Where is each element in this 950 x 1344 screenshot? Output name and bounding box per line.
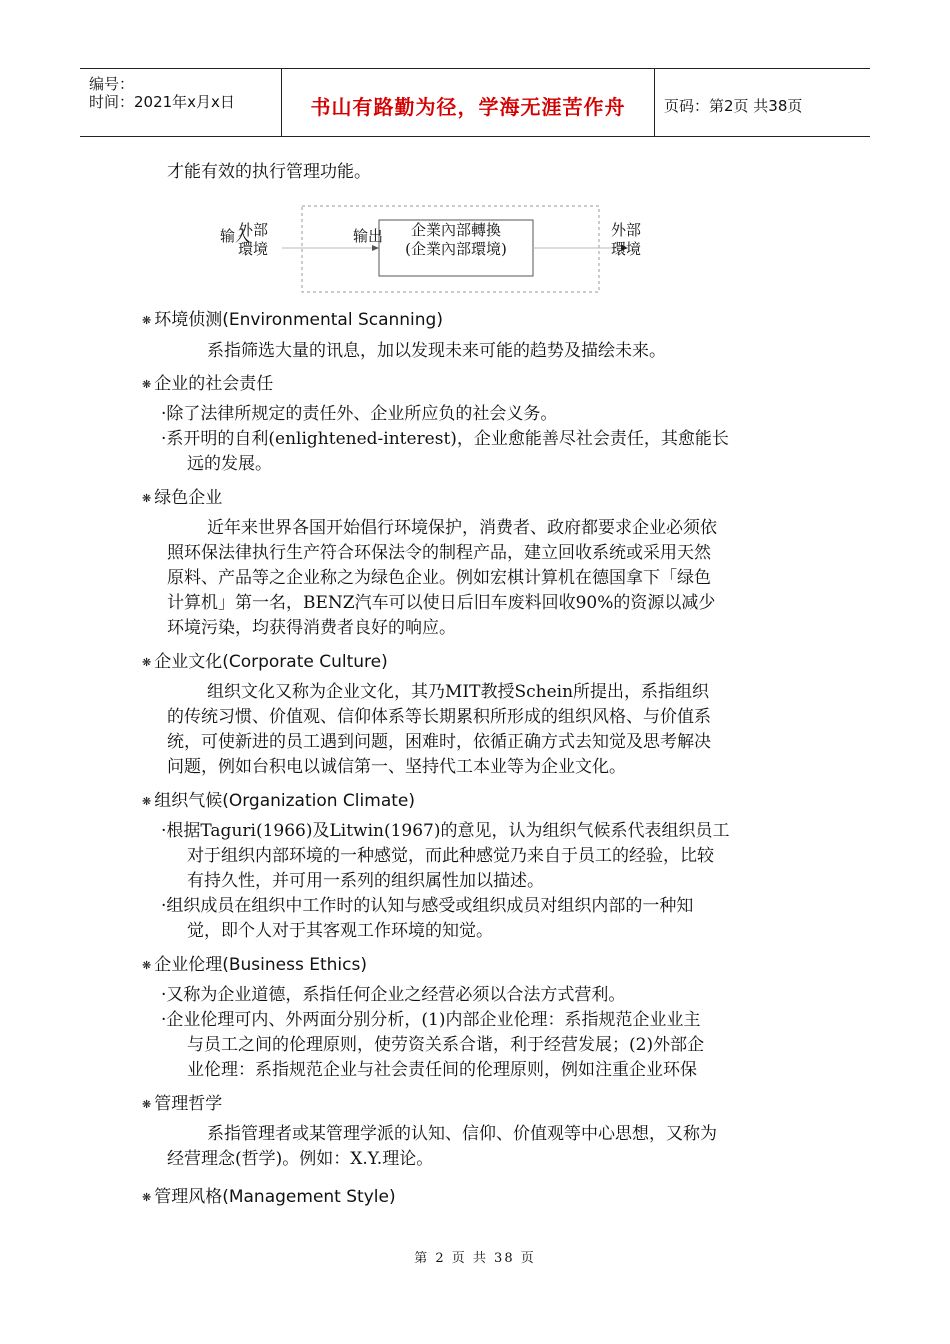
diagram-input-label: 输入 xyxy=(220,227,251,245)
body-line: 问题，例如台积电以诚信第一、坚持代工本业等为企业文化。 xyxy=(167,757,626,777)
section-title xyxy=(142,789,792,814)
header-page-info: 页码：第2页 共38页 xyxy=(664,97,803,115)
header-page-cell xyxy=(655,69,870,136)
header-motto: 书山有路勤为径，学海无涯苦作舟 xyxy=(310,95,626,119)
bullet-line: ·组织成员在组织中工作时的认知与感受或组织成员对组织内部的一种知 xyxy=(161,896,694,916)
section-title-text: 企业文化(Corporate Culture) xyxy=(154,652,388,672)
section-mark-icon: ❋ xyxy=(142,795,152,808)
body-line: 计算机」第一名，BENZ汽车可以使日后旧车废料回收90%的资源以减少 xyxy=(167,593,716,613)
header-meta-cell xyxy=(80,69,282,136)
bullet-continuation: 觉，即个人对于其客观工作环境的知觉。 xyxy=(187,921,493,941)
bullet-continuation: 与员工之间的伦理原则，使劳资关系合谐，利于经营发展；(2)外部企 xyxy=(187,1035,705,1055)
diagram-right-box xyxy=(609,221,643,259)
bullet-continuation: 对于组织内部环境的一种感觉，而此种感觉乃来自于员工的经验，比较 xyxy=(187,846,714,866)
diagram-left-box xyxy=(237,221,269,259)
bullet-line: ·除了法律所规定的责任外、企业所应负的社会义务。 xyxy=(161,404,558,424)
diagram-left-line2: 環境 xyxy=(237,240,268,258)
bullet-line: ·系开明的自利(enlightened-interest)，企业愈能善尽社会责任，其愈能长 xyxy=(161,429,729,449)
page-footer: 第 2 页 共 38 页 xyxy=(414,1251,536,1266)
section-title-text: 企业的社会责任 xyxy=(154,374,274,394)
section-title-text: 管理哲学 xyxy=(154,1094,223,1114)
section-title-text: 管理风格(Management Style) xyxy=(154,1187,396,1207)
environment-diagram xyxy=(210,200,641,300)
bullet-line: ·又称为企业道德，系指任何企业之经营必须以合法方式营利。 xyxy=(161,985,626,1005)
body-line: 统，可使新进的员工遇到问题，困难时，依循正确方式去知觉及思考解决 xyxy=(167,732,711,752)
body-line: 环境污染，均获得消费者良好的响应。 xyxy=(167,618,456,638)
body-line: 系指管理者或某管理学派的认知、信仰、价值观等中心思想，又称为 xyxy=(207,1124,717,1144)
section-title xyxy=(142,650,792,675)
section-title xyxy=(142,486,792,511)
body-line: 原料、产品等之企业称之为绿色企业。例如宏棋计算机在德国拿下「绿色 xyxy=(167,568,711,588)
body-line: 的传统习惯、价值观、信仰体系等长期累积所形成的组织风格、与价值系 xyxy=(167,707,711,727)
diagram-right-line2: 環境 xyxy=(610,240,641,258)
page-header xyxy=(80,68,870,137)
document-date: 时间：2021年x月x日 xyxy=(89,93,235,111)
section-mark-icon: ❋ xyxy=(142,959,152,972)
section-title-text: 企业伦理(Business Ethics) xyxy=(154,955,367,975)
section-title xyxy=(142,953,792,978)
bullet-continuation: 业伦理：系指规范企业与社会责任间的伦理原则，例如注重企业环保 xyxy=(187,1060,697,1080)
bullet-line: ·根据Taguri(1966)及Litwin(1967)的意见，认为组织气候系代表组织员工 xyxy=(161,821,730,841)
body-line: 系指筛选大量的讯息，加以发现未来可能的趋势及描绘未来。 xyxy=(207,341,666,361)
section-mark-icon: ❋ xyxy=(142,378,152,391)
body-line: 照环保法律执行生产符合环保法令的制程产品，建立回收系统或采用天然 xyxy=(167,543,711,563)
header-motto-cell xyxy=(282,69,655,136)
document-number-label: 编号： xyxy=(89,75,135,93)
section-mark-icon: ❋ xyxy=(142,1191,152,1204)
section-title-text: 组织气候(Organization Climate) xyxy=(154,791,415,811)
diagram-left-line1: 外部 xyxy=(237,221,268,239)
body-line: 近年来世界各国开始倡行环境保护，消费者、政府都要求企业必须依 xyxy=(207,518,717,538)
body-line: 经营理念(哲学)。例如：X.Y.理论。 xyxy=(167,1149,434,1169)
section-title xyxy=(142,372,792,397)
bullet-line: ·企业伦理可内、外两面分别分析，(1)内部企业伦理：系指规范企业业主 xyxy=(161,1010,701,1030)
section-title xyxy=(142,308,792,333)
section-title-text: 绿色企业 xyxy=(154,488,223,508)
body-line: 组织文化又称为企业文化，其乃MIT教授Schein所提出，系指组织 xyxy=(207,682,710,702)
diagram-output-label: 输出 xyxy=(353,227,384,245)
section-mark-icon: ❋ xyxy=(142,1098,152,1111)
bullet-continuation: 有持久性，并可用一系列的组织属性加以描述。 xyxy=(187,871,544,891)
diagram-center-line2: (企業內部環境) xyxy=(405,240,507,258)
diagram-right-line1: 外部 xyxy=(610,221,641,239)
diagram-center-box xyxy=(379,221,533,259)
section-mark-icon: ❋ xyxy=(142,656,152,669)
section-title-text: 环境侦测(Environmental Scanning) xyxy=(154,310,443,330)
section-mark-icon: ❋ xyxy=(142,492,152,505)
section-mark-icon: ❋ xyxy=(142,314,152,327)
section-title xyxy=(142,1185,792,1210)
bullet-continuation: 远的发展。 xyxy=(187,454,272,474)
diagram-center-line1: 企業內部轉換 xyxy=(410,221,501,239)
section-title xyxy=(142,1092,792,1117)
intro-line: 才能有效的执行管理功能。 xyxy=(167,162,371,182)
